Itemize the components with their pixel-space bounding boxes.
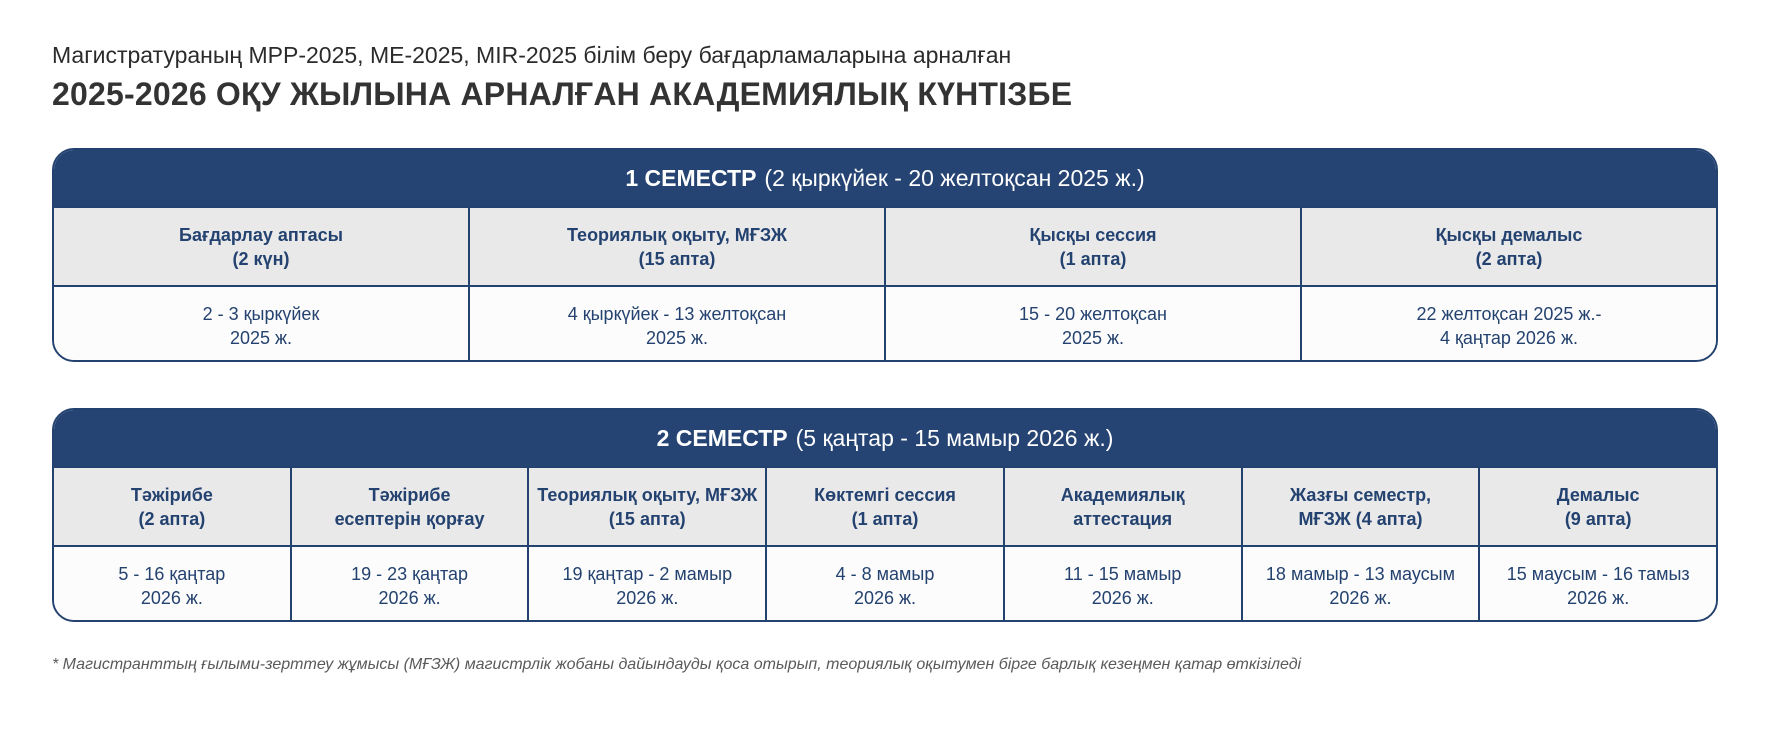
semester-2-label-row <box>54 466 1716 545</box>
semester-1-name: 1 СЕМЕСТР <box>625 164 757 191</box>
semester-1-label-row <box>54 206 1716 285</box>
period-date-range: 15 маусым - 16 тамыз <box>1506 563 1690 584</box>
period-label: Теориялық оқыту, МҒЗЖ <box>566 224 788 245</box>
page-title: 2025-2026 ОҚУ ЖЫЛЫНА АРНАЛҒАН АКАДЕМИЯЛЫҚ КҮНТІЗБЕ <box>52 76 1073 112</box>
period-date-cell <box>290 547 528 622</box>
period-date-cell <box>765 547 1003 622</box>
period-duration: аттестация <box>1073 508 1173 529</box>
period-label-cell <box>527 468 765 545</box>
period-duration: (2 апта) <box>138 508 206 529</box>
semester-1-header <box>54 150 1716 206</box>
period-label-cell <box>765 468 1003 545</box>
period-duration: (15 апта) <box>608 508 686 529</box>
period-date-year: 2025 ж. <box>229 327 293 348</box>
period-label-cell <box>1003 468 1241 545</box>
period-date-year: 2025 ж. <box>645 327 709 348</box>
period-date-range: 4 - 8 мамыр <box>835 563 935 584</box>
semester-2-date-row <box>54 545 1716 622</box>
period-date-range: 5 - 16 қаңтар <box>118 563 226 584</box>
period-date-cell <box>1241 547 1479 622</box>
period-date-year: 4 қаңтар 2026 ж. <box>1440 327 1578 348</box>
footnote: * Магистранттың ғылыми-зерттеу жұмысы (МҒЗЖ) магистрлік жобаны дайындауды қоса отырып, теориялық оқытумен бірге барлық кезеңмен қатар өткізіледі <box>52 656 1302 673</box>
semester-2-header <box>54 410 1716 466</box>
period-duration: (2 апта) <box>1475 248 1543 269</box>
period-duration: МҒЗЖ (4 апта) <box>1298 508 1423 529</box>
period-label: Қысқы сессия <box>1029 224 1157 245</box>
period-label: Бағдарлау аптасы <box>179 224 343 245</box>
period-label-cell <box>54 468 290 545</box>
period-duration: (9 апта) <box>1564 508 1632 529</box>
period-date-year: 2026 ж. <box>1567 587 1630 608</box>
period-date-cell <box>1478 547 1716 622</box>
period-label: Тәжірибе <box>368 484 451 505</box>
period-duration: (2 күн) <box>232 248 290 269</box>
period-date-cell <box>54 547 290 622</box>
period-date-year: 2026 ж. <box>378 587 441 608</box>
period-date-cell <box>527 547 765 622</box>
period-date-range: 2 - 3 қыркүйек <box>202 303 320 324</box>
period-date-cell <box>1003 547 1241 622</box>
period-date-range: 4 қыркүйек - 13 желтоқсан <box>567 303 787 324</box>
period-label-cell <box>54 208 468 285</box>
period-date-range: 19 - 23 қаңтар <box>351 563 469 584</box>
period-date-range: 22 желтоқсан 2025 ж.- <box>1416 303 1602 324</box>
page-subtitle: Магистратураның MPP-2025, ME-2025, MIR-2025 білім беру бағдарламаларына арналған <box>52 42 1012 68</box>
period-duration: (1 апта) <box>1059 248 1127 269</box>
period-label: Қысқы демалыс <box>1435 224 1583 245</box>
period-date-year: 2025 ж. <box>1061 327 1125 348</box>
period-label: Тәжірибе <box>130 484 213 505</box>
period-date-cell <box>468 287 884 362</box>
period-date-range: 19 қаңтар - 2 мамыр <box>562 563 733 584</box>
semester-2-name: 2 СЕМЕСТР <box>656 424 788 451</box>
semester-1-period: (2 қыркүйек - 20 желтоқсан 2025 ж.) <box>764 164 1145 191</box>
period-date-year: 2026 ж. <box>140 587 203 608</box>
period-duration: (1 апта) <box>851 508 919 529</box>
period-duration: есептерін қорғау <box>334 508 485 529</box>
period-date-cell <box>1300 287 1716 362</box>
period-date-year: 2026 ж. <box>853 587 917 608</box>
period-date-cell <box>54 287 468 362</box>
period-label: Теориялық оқыту, МҒЗЖ <box>537 484 758 505</box>
period-label-cell <box>1478 468 1716 545</box>
period-label: Академиялық <box>1060 484 1185 505</box>
period-label-cell <box>884 208 1300 285</box>
period-date-range: 18 мамыр - 13 маусым <box>1265 563 1455 584</box>
period-duration: (15 апта) <box>638 248 716 269</box>
period-label: Демалыс <box>1556 484 1640 505</box>
period-label: Жазғы семестр, <box>1289 484 1432 505</box>
semester-2-period: (5 қаңтар - 15 мамыр 2026 ж.) <box>795 424 1114 451</box>
period-date-year: 2026 ж. <box>1329 587 1392 608</box>
period-label-cell <box>468 208 884 285</box>
period-label-cell <box>1241 468 1479 545</box>
semester-2-table <box>52 408 1718 622</box>
semester-1-date-row <box>54 285 1716 362</box>
period-date-year: 2026 ж. <box>616 587 679 608</box>
period-date-year: 2026 ж. <box>1091 587 1154 608</box>
period-label-cell <box>1300 208 1716 285</box>
semester-1-table <box>52 148 1718 362</box>
period-date-range: 15 - 20 желтоқсан <box>1019 303 1167 324</box>
period-label-cell <box>290 468 528 545</box>
period-date-range: 11 - 15 мамыр <box>1064 563 1182 584</box>
period-date-cell <box>884 287 1300 362</box>
period-label: Көктемгі сессия <box>814 484 956 505</box>
